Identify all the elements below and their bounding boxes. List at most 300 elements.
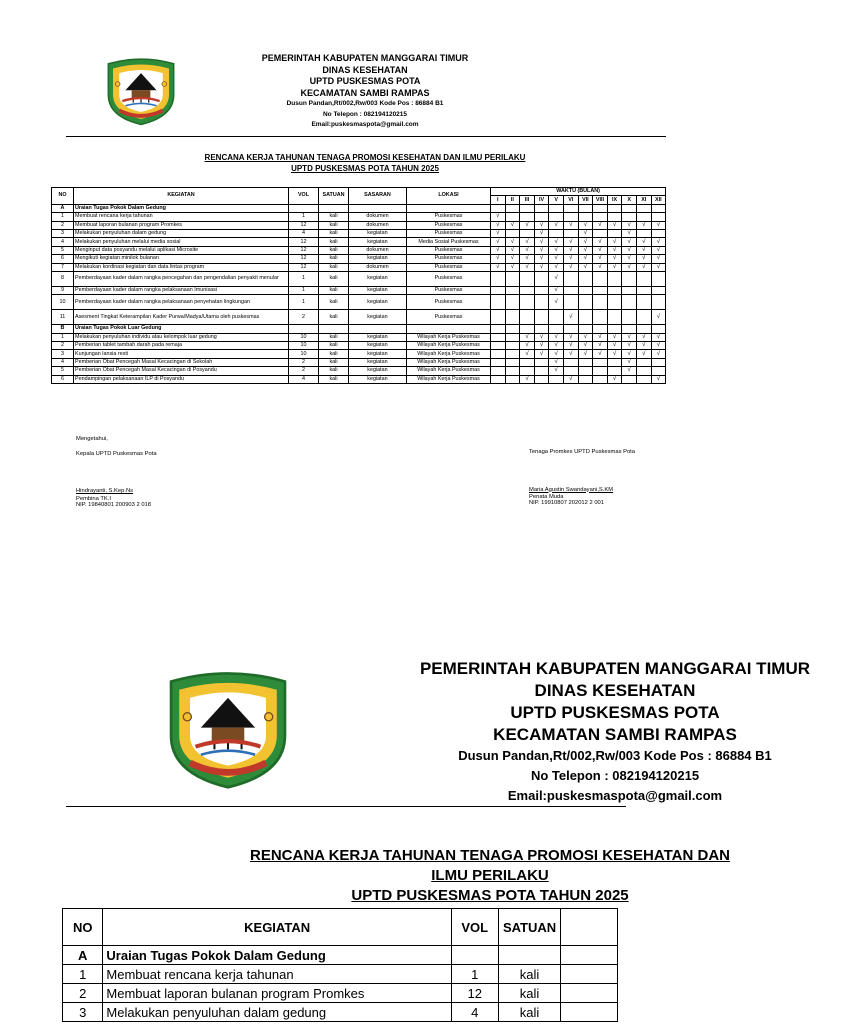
row-satuan: kali [319, 375, 349, 383]
check-mark: √ [583, 350, 587, 357]
month-cell-4 [534, 246, 549, 254]
zoomed-header-kegiatan: KEGIATAN [103, 909, 451, 946]
month-cell-4 [534, 358, 549, 366]
check-mark: √ [642, 342, 646, 349]
month-cell-6 [563, 213, 578, 221]
month-cell-6 [563, 263, 578, 271]
zoomed-letterhead-divider [66, 806, 626, 807]
month-cell-1 [491, 310, 506, 325]
row-no: 6 [52, 375, 74, 383]
month-cell-2 [505, 342, 520, 350]
check-mark: √ [583, 221, 587, 228]
month-cell-6 [563, 350, 578, 358]
month-cell-11 [636, 358, 651, 366]
month-cell-8 [593, 238, 608, 246]
month-cell-3 [520, 286, 535, 294]
table-row [52, 213, 666, 221]
zoomed-row-no: 1 [63, 965, 103, 984]
zoomed-section-title: Uraian Tugas Pokok Dalam Gedung [103, 946, 451, 965]
letterhead-divider [66, 136, 666, 137]
month-cell-4 [534, 367, 549, 375]
month-cell-12 [651, 286, 666, 294]
check-mark: √ [656, 263, 660, 270]
month-cell-5 [549, 229, 564, 237]
row-kegiatan: Pendampingan pelaksanaan ILP di Posyandu [74, 375, 289, 383]
check-mark: √ [554, 359, 558, 366]
row-kegiatan: Melakukan penyuluhan individu atau kelompok luar gedung [74, 333, 289, 341]
month-cell-12 [651, 375, 666, 383]
table-row [52, 221, 666, 229]
month-cell-7 [578, 358, 593, 366]
month-cell-2 [505, 255, 520, 263]
check-mark: √ [539, 350, 544, 357]
header-no: NO [52, 188, 74, 205]
row-no: 7 [52, 263, 74, 271]
document-title-line-1: RENCANA KERJA TAHUNAN TENAGA PROMOSI KESEHATAN DAN ILMU PERILAKU [204, 153, 526, 162]
month-header-3: III [520, 196, 535, 204]
month-cell-8 [593, 358, 608, 366]
letterhead-line-4: KECAMATAN SAMBI RAMPAS [300, 87, 430, 98]
zoomed-header-satuan: SATUAN [498, 909, 561, 946]
month-cell-2 [505, 367, 520, 375]
zoomed-row-kegiatan: Melakukan penyuluhan dalam gedung [103, 1003, 451, 1022]
month-cell-3 [520, 221, 535, 229]
month-cell-2 [505, 375, 520, 383]
zoomed-letterhead [380, 658, 850, 806]
check-mark: √ [627, 246, 631, 253]
month-cell-6 [563, 333, 578, 341]
row-kegiatan: Pemberdayaan kader dalam rangka pelaksanaan penyehatan lingkungan [74, 295, 289, 310]
check-mark: √ [525, 350, 529, 357]
signature-left-name: Hindrayanti, S.Kep.Ns [76, 488, 134, 494]
month-cell-7 [578, 342, 593, 350]
month-cell-11 [636, 367, 651, 375]
check-mark: √ [496, 230, 500, 237]
check-mark: √ [539, 230, 544, 237]
row-kegiatan: Melakukan penyuluhan melalui media sosial [74, 238, 289, 246]
month-cell-3 [520, 310, 535, 325]
zoomed-title-line-2: UPTD PUSKESMAS POTA TAHUN 2025 [351, 887, 629, 904]
zoomed-work-plan-table [62, 908, 618, 1022]
check-mark: √ [525, 263, 529, 270]
month-cell-12 [651, 263, 666, 271]
month-header-2: II [505, 196, 520, 204]
month-cell-6 [563, 295, 578, 310]
check-mark: √ [525, 255, 529, 262]
month-cell-10 [622, 286, 637, 294]
month-cell-10 [622, 342, 637, 350]
month-cell-4 [534, 271, 549, 286]
check-mark: √ [642, 263, 646, 270]
zoomed-section-row [63, 946, 618, 965]
check-mark: √ [554, 221, 558, 228]
row-lokasi: Media Sosial Puskesmas [407, 238, 491, 246]
check-mark: √ [539, 238, 544, 245]
table-row [52, 271, 666, 286]
check-mark: √ [656, 350, 660, 357]
row-kegiatan: Mengikuti kegiatan minilok bulanan [74, 255, 289, 263]
month-cell-8 [593, 295, 608, 310]
month-cell-5 [549, 271, 564, 286]
month-cell-3 [520, 333, 535, 341]
month-cell-5 [549, 367, 564, 375]
month-cell-5 [549, 238, 564, 246]
month-cell-4 [534, 255, 549, 263]
month-cell-12 [651, 229, 666, 237]
table-row [52, 286, 666, 294]
month-cell-7 [578, 229, 593, 237]
month-cell-4 [534, 295, 549, 310]
check-mark: √ [539, 221, 544, 228]
month-cell-8 [593, 342, 608, 350]
table-row [52, 263, 666, 271]
month-cell-8 [593, 263, 608, 271]
check-mark: √ [554, 263, 558, 270]
row-sasaran: kegiatan [349, 238, 407, 246]
check-mark: √ [642, 238, 646, 245]
month-cell-3 [520, 342, 535, 350]
month-cell-9 [607, 238, 622, 246]
header-satuan: SATUAN [319, 188, 349, 205]
month-cell-10 [622, 295, 637, 310]
month-cell-10 [622, 229, 637, 237]
row-vol: 10 [289, 350, 319, 358]
work-plan-table [51, 187, 666, 384]
month-cell-8 [593, 221, 608, 229]
row-vol: 12 [289, 255, 319, 263]
row-kegiatan: Membuat rencana kerja tahunan [74, 213, 289, 221]
letterhead-phone: No Telepon : 082194120215 [322, 110, 408, 118]
row-no: 2 [52, 221, 74, 229]
check-mark: √ [598, 221, 602, 228]
row-vol: 10 [289, 333, 319, 341]
check-mark: √ [656, 375, 660, 382]
month-cell-6 [563, 221, 578, 229]
month-cell-9 [607, 342, 622, 350]
check-mark: √ [656, 238, 660, 245]
check-mark: √ [569, 263, 573, 270]
month-cell-5 [549, 375, 564, 383]
month-cell-8 [593, 213, 608, 221]
month-cell-12 [651, 213, 666, 221]
month-cell-10 [622, 358, 637, 366]
row-sasaran: dokumen [349, 246, 407, 254]
row-sasaran: kegiatan [349, 367, 407, 375]
check-mark: √ [496, 263, 500, 270]
month-cell-3 [520, 213, 535, 221]
signature-left-nip: NIP. 19840801 200903 2 018 [76, 501, 151, 508]
check-mark: √ [569, 375, 573, 382]
check-mark: √ [627, 255, 631, 262]
month-cell-7 [578, 221, 593, 229]
row-no: 9 [52, 286, 74, 294]
row-no: 2 [52, 342, 74, 350]
row-satuan: kali [319, 213, 349, 221]
row-lokasi: Wilayah Kerja Puskesmas [407, 342, 491, 350]
zoomed-row-vol: 4 [451, 1003, 498, 1022]
month-cell-10 [622, 310, 637, 325]
signature-right [529, 449, 635, 508]
month-cell-9 [607, 263, 622, 271]
month-cell-6 [563, 246, 578, 254]
row-sasaran: kegiatan [349, 342, 407, 350]
month-cell-7 [578, 213, 593, 221]
month-cell-3 [520, 229, 535, 237]
month-cell-8 [593, 246, 608, 254]
month-cell-12 [651, 350, 666, 358]
month-cell-5 [549, 246, 564, 254]
month-cell-4 [534, 375, 549, 383]
month-cell-5 [549, 263, 564, 271]
row-sasaran: kegiatan [349, 333, 407, 341]
check-mark: √ [569, 350, 573, 357]
row-satuan: kali [319, 350, 349, 358]
month-cell-2 [505, 350, 520, 358]
row-vol: 10 [289, 342, 319, 350]
letterhead-line-3: UPTD PUSKESMAS POTA [309, 76, 421, 86]
zoomed-row-vol: 1 [451, 965, 498, 984]
month-cell-3 [520, 358, 535, 366]
month-cell-7 [578, 295, 593, 310]
row-lokasi: Puskesmas [407, 263, 491, 271]
month-cell-11 [636, 246, 651, 254]
section-title: Uraian Tugas Pokok Dalam Gedung [74, 204, 289, 212]
month-cell-6 [563, 342, 578, 350]
check-mark: √ [627, 333, 631, 340]
row-sasaran: dokumen [349, 221, 407, 229]
month-cell-1 [491, 271, 506, 286]
check-mark: √ [554, 287, 558, 294]
month-cell-3 [520, 246, 535, 254]
row-kegiatan: Kunjungan lansia resti [74, 350, 289, 358]
month-cell-1 [491, 238, 506, 246]
row-satuan: kali [319, 255, 349, 263]
row-no: 5 [52, 367, 74, 375]
table-row [52, 342, 666, 350]
signature-right-nip: NIP. 19910807 202012 2 001 [529, 500, 604, 506]
row-sasaran: kegiatan [349, 255, 407, 263]
row-vol: 2 [289, 310, 319, 325]
month-cell-5 [549, 295, 564, 310]
month-cell-4 [534, 310, 549, 325]
table-row [52, 246, 666, 254]
month-cell-4 [534, 333, 549, 341]
row-sasaran: dokumen [349, 213, 407, 221]
month-cell-11 [636, 310, 651, 325]
month-cell-9 [607, 286, 622, 294]
row-vol: 1 [289, 213, 319, 221]
month-cell-2 [505, 310, 520, 325]
month-cell-7 [578, 286, 593, 294]
row-satuan: kali [319, 295, 349, 310]
row-satuan: kali [319, 358, 349, 366]
check-mark: √ [539, 342, 544, 349]
month-cell-10 [622, 238, 637, 246]
zoomed-row-kegiatan: Membuat rencana kerja tahunan [103, 965, 451, 984]
month-cell-6 [563, 238, 578, 246]
check-mark: √ [525, 375, 529, 382]
check-mark: √ [598, 238, 602, 245]
month-cell-6 [563, 367, 578, 375]
month-cell-2 [505, 295, 520, 310]
month-cell-2 [505, 271, 520, 286]
month-cell-4 [534, 350, 549, 358]
row-vol: 12 [289, 246, 319, 254]
month-header-4: IV [534, 196, 549, 204]
month-cell-8 [593, 310, 608, 325]
month-cell-7 [578, 333, 593, 341]
month-cell-7 [578, 367, 593, 375]
check-mark: √ [583, 230, 587, 237]
row-lokasi: Wilayah Kerja Puskesmas [407, 358, 491, 366]
row-satuan: kali [319, 246, 349, 254]
month-cell-10 [622, 213, 637, 221]
check-mark: √ [496, 238, 500, 245]
month-cell-1 [491, 367, 506, 375]
check-mark: √ [554, 275, 558, 282]
check-mark: √ [656, 333, 660, 340]
row-sasaran: dokumen [349, 263, 407, 271]
section-code: B [52, 325, 74, 333]
header-sasaran: SASARAN [349, 188, 407, 205]
zoomed-header-no: NO [63, 909, 103, 946]
row-lokasi: Puskesmas [407, 246, 491, 254]
month-cell-10 [622, 271, 637, 286]
row-sasaran: kegiatan [349, 295, 407, 310]
table-row [52, 238, 666, 246]
zoomed-section-code: A [63, 946, 103, 965]
check-mark: √ [627, 238, 631, 245]
month-cell-7 [578, 310, 593, 325]
month-cell-7 [578, 246, 593, 254]
check-mark: √ [569, 255, 573, 262]
zoomed-document-preview [0, 640, 811, 1024]
row-lokasi: Puskesmas [407, 271, 491, 286]
check-mark: √ [554, 255, 558, 262]
check-mark: √ [554, 246, 558, 253]
row-kegiatan: Pemberian tablet tambah darah pada remaja [74, 342, 289, 350]
month-cell-3 [520, 367, 535, 375]
check-mark: √ [554, 333, 558, 340]
row-kegiatan: Pemberdayaan kader dalam rangka pelaksanaan Imunisasi [74, 286, 289, 294]
table-row [52, 295, 666, 310]
row-kegiatan: Pemberian Obat Pencegah Masal Kecacingan di Posyandu [74, 367, 289, 375]
month-cell-3 [520, 350, 535, 358]
month-cell-12 [651, 358, 666, 366]
month-cell-9 [607, 246, 622, 254]
check-mark: √ [539, 263, 544, 270]
row-sasaran: kegiatan [349, 271, 407, 286]
check-mark: √ [598, 342, 602, 349]
month-cell-1 [491, 229, 506, 237]
zoomed-row-satuan: kali [498, 965, 561, 984]
zoomed-header-cut [561, 909, 618, 946]
month-cell-10 [622, 255, 637, 263]
check-mark: √ [496, 255, 500, 262]
check-mark: √ [510, 246, 515, 253]
row-vol: 1 [289, 295, 319, 310]
month-cell-5 [549, 333, 564, 341]
check-mark: √ [612, 221, 617, 228]
month-cell-6 [563, 358, 578, 366]
check-mark: √ [627, 342, 631, 349]
check-mark: √ [539, 255, 544, 262]
month-cell-4 [534, 238, 549, 246]
row-no: 1 [52, 333, 74, 341]
check-mark: √ [525, 238, 529, 245]
month-cell-5 [549, 310, 564, 325]
row-satuan: kali [319, 229, 349, 237]
month-cell-6 [563, 310, 578, 325]
check-mark: √ [598, 333, 602, 340]
month-cell-7 [578, 238, 593, 246]
month-cell-6 [563, 286, 578, 294]
row-no: 10 [52, 295, 74, 310]
signature-right-label: Tenaga Promkes UPTD Puskesmas Pota [529, 449, 635, 455]
month-cell-10 [622, 350, 637, 358]
check-mark: √ [656, 342, 660, 349]
month-cell-1 [491, 263, 506, 271]
month-cell-4 [534, 342, 549, 350]
row-kegiatan: Menginput data posyandu melalui aplikasi Microsite [74, 246, 289, 254]
month-cell-11 [636, 221, 651, 229]
row-vol: 2 [289, 367, 319, 375]
row-sasaran: kegiatan [349, 375, 407, 383]
letterhead-line-1: PEMERINTAH KABUPATEN MANGGARAI TIMUR [261, 53, 469, 63]
month-cell-11 [636, 375, 651, 383]
month-cell-8 [593, 255, 608, 263]
month-cell-5 [549, 358, 564, 366]
letterhead [200, 53, 530, 131]
month-cell-1 [491, 333, 506, 341]
month-cell-1 [491, 295, 506, 310]
check-mark: √ [627, 359, 631, 366]
check-mark: √ [612, 333, 617, 340]
regency-logo [102, 56, 180, 126]
row-lokasi: Puskesmas [407, 295, 491, 310]
month-cell-12 [651, 255, 666, 263]
row-vol: 12 [289, 221, 319, 229]
check-mark: √ [510, 263, 515, 270]
month-cell-7 [578, 375, 593, 383]
check-mark: √ [583, 255, 587, 262]
month-cell-11 [636, 295, 651, 310]
row-vol: 1 [289, 286, 319, 294]
check-mark: √ [569, 333, 573, 340]
row-vol: 1 [289, 271, 319, 286]
zoomed-header-vol: VOL [451, 909, 498, 946]
signature-left-label-2: Kepala UPTD Puskesmas Pota [76, 450, 157, 457]
row-sasaran: kegiatan [349, 310, 407, 325]
month-cell-1 [491, 213, 506, 221]
month-cell-5 [549, 350, 564, 358]
row-kegiatan: Pemberian Obat Pencegah Masal Kecacingan di Sekolah [74, 358, 289, 366]
header-kegiatan: KEGIATAN [74, 188, 289, 205]
check-mark: √ [598, 246, 602, 253]
row-satuan: kali [319, 221, 349, 229]
check-mark: √ [583, 333, 587, 340]
row-sasaran: kegiatan [349, 358, 407, 366]
month-cell-3 [520, 263, 535, 271]
row-no: 4 [52, 238, 74, 246]
row-lokasi: Puskesmas [407, 229, 491, 237]
month-cell-11 [636, 286, 651, 294]
month-cell-12 [651, 342, 666, 350]
row-sasaran: kegiatan [349, 350, 407, 358]
month-header-1: I [491, 196, 506, 204]
month-cell-9 [607, 333, 622, 341]
month-header-9: IX [607, 196, 622, 204]
